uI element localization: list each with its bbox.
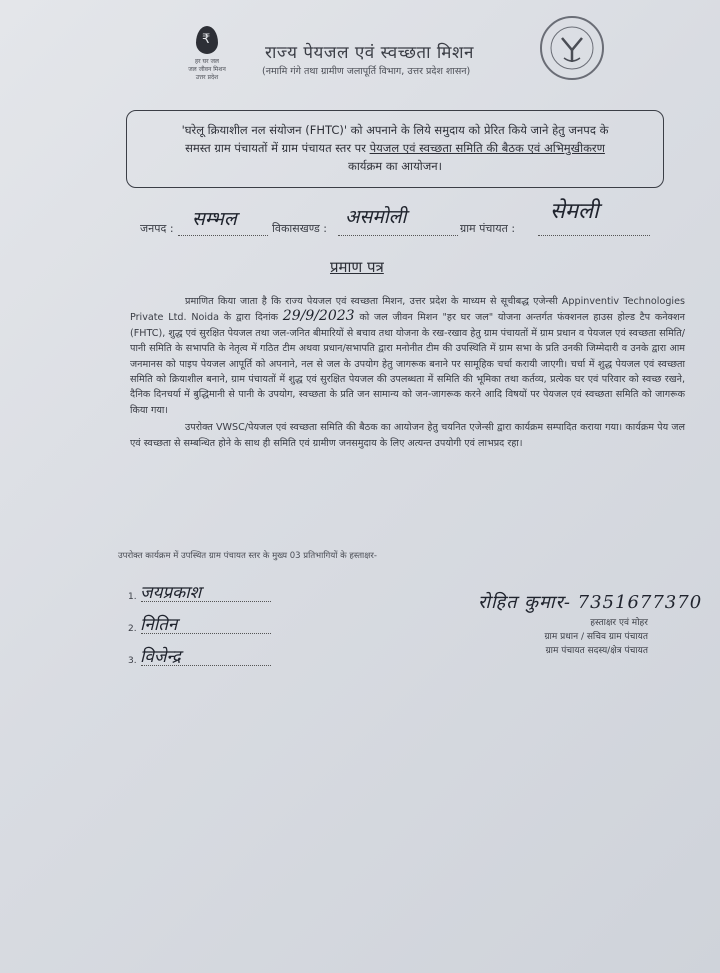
participant-signature-row <box>128 647 271 667</box>
role-line: ग्राम प्रधान / सचिव ग्राम पंचायत <box>544 632 648 642</box>
har-ghar-jal-logo <box>180 26 234 96</box>
certificate-paragraph <box>130 294 685 418</box>
banner-underlined-text: पेयजल एवं स्वच्छता समिति की बैठक एवं अभिमुखीकरण <box>369 141 605 155</box>
certificate-title: प्रमाण पत्र <box>330 258 384 276</box>
block-value: असमोली <box>345 206 407 228</box>
panchayat-label: ग्राम पंचायत : <box>460 222 516 235</box>
logo-caption-line: जल जीवन मिशन <box>188 66 226 73</box>
district-value: सम्भल <box>192 208 237 230</box>
up-govt-emblem-icon <box>540 16 604 80</box>
banner-line <box>139 139 651 157</box>
paragraph-text: प्रमाणित किया जाता है कि राज्य पेयजल एवं स्वच्छता मिशन, उत्तर प्रदेश के माध्यम से सूचीबद्ध एजेन्सी Appinventiv Technologies Private Ltd. Noida के द्वारा दिनांक <box>130 296 685 324</box>
signature-intro: उपरोक्त कार्यक्रम में उपस्थित ग्राम पंचायत स्तर के मुख्य 03 प्रतिभागियों के हस्ताक्षर- <box>118 551 377 561</box>
logo-caption <box>180 58 234 82</box>
certificate-paragraph: उपरोक्त VWSC/पेयजल एवं स्वच्छता समिति की बैठक का आयोजन हेतु चयनित एजेन्सी द्वारा कार्यक्रम सम्पादित कराया गया। कार्यक्रम पेय जल एवं स्वच्छता से सम्बन्धित होने के साथ ही समिति एवं ग्रामीण जनसमुदाय के लिए अत्यन्त उपयोगी एवं लाभप्रद रहा। <box>130 422 685 449</box>
logo-caption-line: उत्तर प्रदेश <box>195 74 219 81</box>
block-line <box>338 235 458 236</box>
certificate-body <box>130 294 685 453</box>
participant-number: 1. <box>128 592 137 602</box>
participant-signature: नितिन <box>140 615 178 635</box>
participant-number: 3. <box>128 656 137 666</box>
banner-text: समस्त ग्राम पंचायतों में ग्राम पंचायत स्तर पर <box>185 141 370 155</box>
paragraph-text: को जल जीवन मिशन "हर घर जल" योजना अन्तर्गत फंक्शनल हाउस होल्ड टैप कनेक्शन (FHTC), शुद्ध एवं सुरक्षित पेयजल तथा जल-जनित बीमारियों से बचाव तथा योजना के रख-रखाव हेतु ग्राम पंचायतों में ग्राम प्रधान व पेयजल एवं स्वच्छता समिति/पानी समिति के सभापति के नेतृत्व में गठित टीम अथवा प्रधान/सभापति द्वारा मनोनीत टीम की उपस्थिति में ग्राम सभा के प्रति उनकी जिम्मेदारी व उनके द्वारा आम जनमानस को पाइप पेयजल आपूर्ति को अपनाने, नल से जल के उपयोग हेतु जागरूक बनाने पर सामूहिक चर्चा करायी जाएगी। चर्चा में शुद्ध पेयजल एवं स्वच्छता समिति को क्रियाशील बनाने, ग्राम पंचायतों में शुद्ध एवं सुरक्षित पेयजल की उपलब्धता में समिति की भूमिका तथा कर्तव्य, प्रत्येक घर एवं परिवार को स्वच्छ रखने, दैनिक दिनचर्या में बुद्धिमानी से पानी के उपयोग, स्वच्छता के प्रति जन सामान्य को जन-जागरूक करने आदि विषयों पर पेयजल एवं स्वच्छता समिति को जागरूक किया गया। <box>130 312 685 416</box>
role-line: हस्ताक्षर एवं मोहर <box>590 618 648 628</box>
role-line: ग्राम पंचायत सदस्य/क्षेत्र पंचायत <box>545 646 648 656</box>
panchayat-line <box>538 235 650 236</box>
mission-subtitle: (नमामि गंगे तथा ग्रामीण जलापूर्ति विभाग, उत्तर प्रदेश शासन) <box>262 66 471 77</box>
pradhan-signature-block <box>478 590 718 658</box>
participant-signature-row <box>128 615 271 635</box>
location-fields <box>140 199 660 245</box>
pradhan-signature: रोहित कुमार- 7351677370 <box>478 592 703 613</box>
district-label: जनपद : <box>140 222 174 235</box>
banner-line: 'घरेलू क्रियाशील नल संयोजन (FHTC)' को अपनाने के लिये समुदाय को प्रेरित किये जाने हेतु जनपद के <box>181 123 609 137</box>
banner-line: कार्यक्रम का आयोजन। <box>348 159 442 173</box>
programme-banner <box>126 110 664 188</box>
mission-title: राज्य पेयजल एवं स्वच्छता मिशन <box>265 43 474 63</box>
logo-caption-line: हर घर जल <box>195 58 219 65</box>
participant-signature: विजेन्द्र <box>140 647 181 667</box>
district-line <box>178 235 268 236</box>
participant-signature-row <box>128 583 271 603</box>
signatory-roles <box>478 616 718 658</box>
date-value: 29/9/2023 <box>282 308 355 325</box>
participant-signature: जयप्रकाश <box>140 583 202 603</box>
block-label: विकासखण्ड : <box>272 222 328 235</box>
water-drop-icon <box>196 26 218 54</box>
panchayat-value: सेमली <box>550 199 599 224</box>
participant-number: 2. <box>128 624 137 634</box>
